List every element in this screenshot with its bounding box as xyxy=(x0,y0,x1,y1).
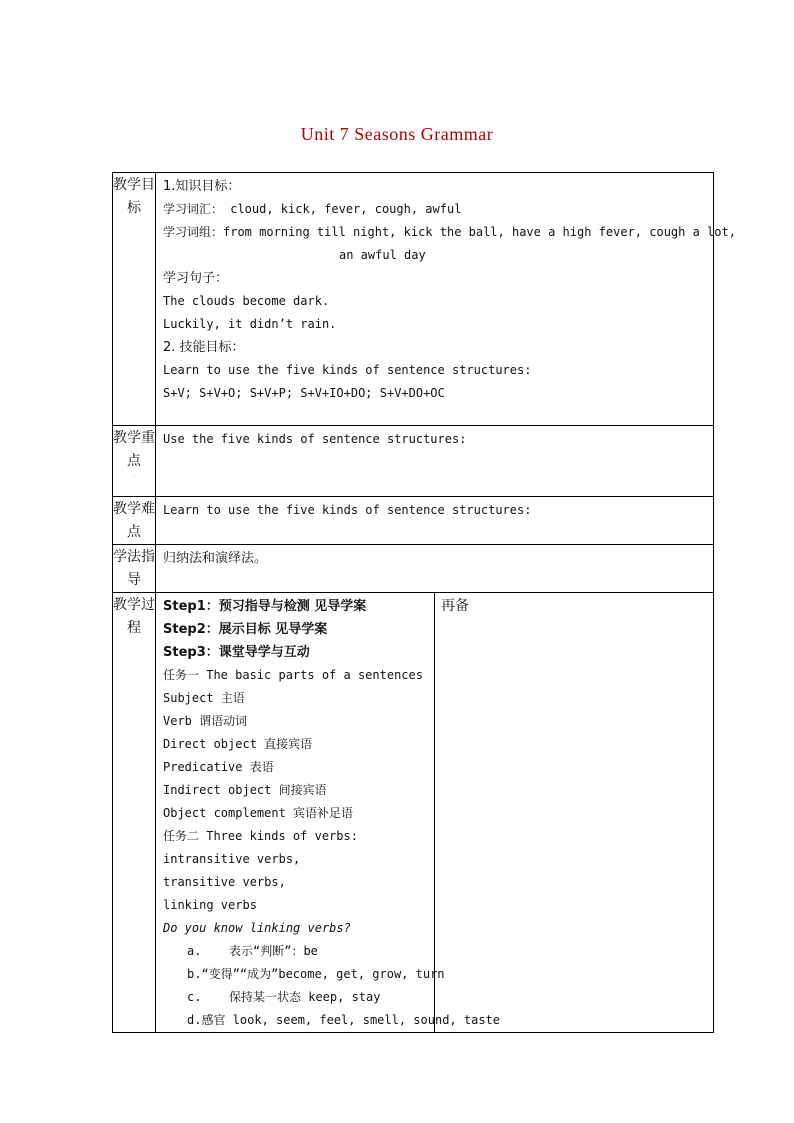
method-content xyxy=(156,545,714,593)
process-extra-column: 再备 xyxy=(435,593,714,1033)
list-item-text: 感官 look, seem, feel, smell, sound, taste xyxy=(201,1013,500,1027)
method-row xyxy=(113,545,714,593)
list-item-letter: c. xyxy=(187,990,202,1004)
list-item-text: 表示“判断”：be xyxy=(229,944,318,958)
lesson-plan-table xyxy=(112,172,736,1033)
difficulties-row xyxy=(113,497,714,545)
objective-line: an awful day xyxy=(339,248,426,262)
objectives-label: 教学目标 xyxy=(113,173,156,426)
key-points-text: Use the five kinds of sentence structures: xyxy=(163,432,467,446)
process-line: Verb 谓语动词 xyxy=(163,714,248,728)
list-item xyxy=(163,940,430,963)
step-line: Step2：展示目标 见导学案 xyxy=(163,622,328,637)
list-item xyxy=(163,1009,500,1032)
list-item-text: “变得”“成为”become, get, grow, turn xyxy=(201,967,445,981)
method-label: 学法指导 xyxy=(113,545,156,593)
process-line: 任务二 Three kinds of verbs: xyxy=(163,829,358,843)
process-line: 任务一 The basic parts of a sentences xyxy=(163,668,423,682)
key-points-label xyxy=(113,426,156,497)
objective-line: S+V; S+V+O; S+V+P; S+V+IO+DO; S+V+DO+OC xyxy=(163,386,445,400)
list-item-letter: d. xyxy=(187,1013,202,1027)
method-text: 归纳法和演绎法。 xyxy=(163,551,268,566)
process-line: Object complement 宾语补足语 xyxy=(163,806,354,820)
key-points-label-text: 教学重点 xyxy=(113,430,155,469)
process-line: Indirect object 间接宾语 xyxy=(163,783,327,797)
step-line: Step1：预习指导与检测 见导学案 xyxy=(163,599,367,614)
difficulties-text: Learn to use the five kinds of sentence structures: xyxy=(163,503,532,517)
objectives-content xyxy=(156,173,736,426)
list-item-text: 保持某一状态 keep, stay xyxy=(229,990,381,1004)
objective-line: 学习词组：from morning till night, kick the ball, have a high fever, cough a lot, xyxy=(163,225,736,239)
difficulties-label: 教学难点 xyxy=(113,497,156,545)
objectives-row xyxy=(113,173,714,426)
key-points-row xyxy=(113,426,714,497)
step-line: Step3：课堂导学与互动 xyxy=(163,645,310,660)
process-line: linking verbs xyxy=(163,898,257,912)
page-title: Unit 7 Seasons Grammar xyxy=(300,124,494,144)
objective-line: 学习句子： xyxy=(163,271,229,286)
mark-dot: · xyxy=(132,472,136,481)
key-points-content xyxy=(156,426,714,497)
objective-line: Luckily, it didn’t rain. xyxy=(163,317,337,331)
process-line: transitive verbs, xyxy=(163,875,286,889)
list-item xyxy=(163,986,430,1009)
process-line: Predicative 表语 xyxy=(163,760,274,774)
objective-line: 学习词汇： cloud, kick, fever, cough, awful xyxy=(163,202,462,216)
process-line: Subject 主语 xyxy=(163,691,245,705)
objective-line: Learn to use the five kinds of sentence structures: xyxy=(163,363,532,377)
objective-line: The clouds become dark. xyxy=(163,294,330,308)
process-line: intransitive verbs, xyxy=(163,852,301,866)
objective-line: 1.知识目标： xyxy=(163,179,241,194)
objective-line: 2. 技能目标： xyxy=(163,340,245,355)
process-label: 教学过程 xyxy=(113,593,156,1033)
question-line: Do you know linking verbs? xyxy=(163,921,351,935)
difficulties-content xyxy=(156,497,714,545)
process-line: Direct object 直接宾语 xyxy=(163,737,313,751)
list-item-letter: b. xyxy=(187,967,202,981)
process-row xyxy=(113,593,714,1033)
list-item-letter: a. xyxy=(187,944,202,958)
list-item xyxy=(163,963,445,986)
